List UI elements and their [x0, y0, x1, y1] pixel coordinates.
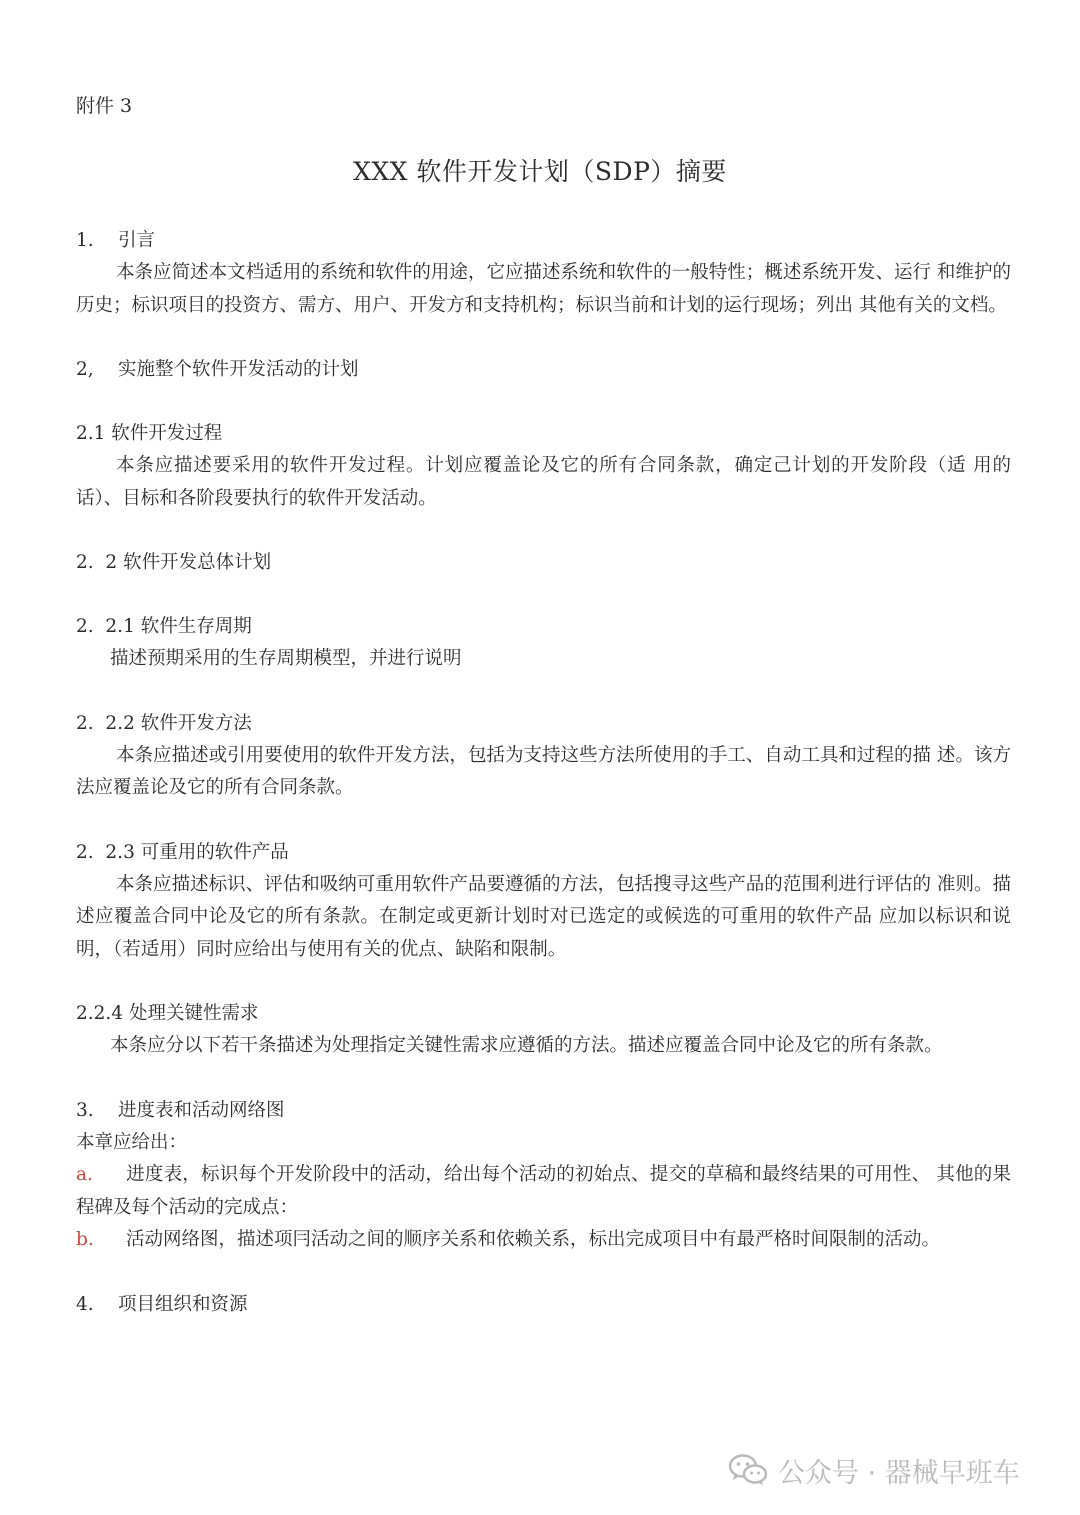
- list-item: [76, 1224, 1011, 1257]
- section-2-1-paragraph: 本条应描述要采用的软件开发过程。计划应覆盖论及它的所有合同条款，确定己计划的开发阶段（适 用的话）、目标和各阶段要执行的软件开发活动。: [76, 455, 1011, 509]
- section-1-heading: [76, 225, 1011, 257]
- section-title: 项目组织和资源: [118, 1293, 248, 1315]
- section-2-heading: [76, 354, 1011, 386]
- document-body: [76, 225, 1011, 1321]
- section-1-paragraph: 本条应简述本文档适用的系统和软件的用途，它应描述系统和软件的一般特性；概述系统开发、运行 和维护的历史；标识项目的投资方、需方、用户、开发方和支持机构；标识当前和计划的运行现场；列出 其他有关的文档。: [76, 262, 1011, 316]
- watermark-text: 公众号 · 器械早班车: [778, 1457, 1020, 1489]
- section-number: 4.: [76, 1293, 94, 1315]
- attachment-label: 附件 3: [76, 95, 133, 117]
- section-2-2-3-heading: 2. 2.3 可重用的软件产品: [76, 841, 289, 863]
- list-item-text: 活动网络图，描述项冃活动之间的顺序关系和依赖关系，标出完成项目中有最严格时间限制的活动。: [126, 1229, 941, 1250]
- section-4-heading: [76, 1289, 1011, 1321]
- list-item: [76, 1159, 1011, 1224]
- section-2-2-heading: 2. 2 软件开发总体计划: [76, 552, 272, 573]
- section-number: 1.: [76, 230, 94, 251]
- section-title: 进度表和活动网络图: [118, 1099, 285, 1121]
- section-3-heading: [76, 1095, 1011, 1127]
- list-marker: a.: [76, 1164, 93, 1185]
- wechat-icon: [728, 1453, 768, 1487]
- list-item-text: 进度表，标识每个开发阶段中的活动，给出每个活动的初始点、提交的草稿和最终结果的可用性、 其他的果程碑及每个活动的完成点：: [76, 1164, 1011, 1218]
- section-number: 2,: [76, 359, 94, 380]
- section-3-intro: 本章应给出：: [76, 1131, 188, 1153]
- section-2-2-1-paragraph: 描述预期采用的生存周期模型，并进行说明: [110, 648, 462, 669]
- section-2-2-2-heading: 2. 2.2 软件开发方法: [76, 712, 252, 734]
- section-title: 引言: [118, 230, 156, 251]
- watermark: [728, 1450, 1020, 1490]
- list-marker: b.: [76, 1229, 94, 1250]
- section-2-2-1-heading: 2. 2.1 软件生存周期: [76, 616, 252, 637]
- section-number: 3.: [76, 1099, 94, 1121]
- section-2-2-4-heading: 2.2.4 处理关键性需求: [76, 1003, 259, 1024]
- section-title: 实施整个软件开发活动的计划: [118, 359, 359, 380]
- section-2-2-3-paragraph: 本条应描述标识、评估和吸纳可重用软件产品要遵循的方法，包括搜寻这些产品的范围利进行评估的 准则。描述应覆盖合同中论及它的所有条款。在制定或更新计划时对已选定的或候选的可重用的软件产品 应加以标识和说明，（若适用）同时应给出与使用有关的优点、缺陷和限制。: [76, 873, 1011, 960]
- section-2-2-2-paragraph: 本条应描述或引用要使用的软件开发方法，包括为支持这些方法所使用的手工、自动工具和过程的描 述。该方法应覆盖论及它的所有合同条款。: [76, 744, 1011, 798]
- section-2-1-heading: 2.1 软件开发过程: [76, 423, 223, 444]
- section-2-2-4-paragraph: 本条应分以下若干条描述为处理指定关键性需求应遵循的方法。描述应覆盖合同中论及它的所有条款。: [110, 1035, 943, 1056]
- document-title: XXX 软件开发计划（SDP）摘要: [353, 157, 727, 186]
